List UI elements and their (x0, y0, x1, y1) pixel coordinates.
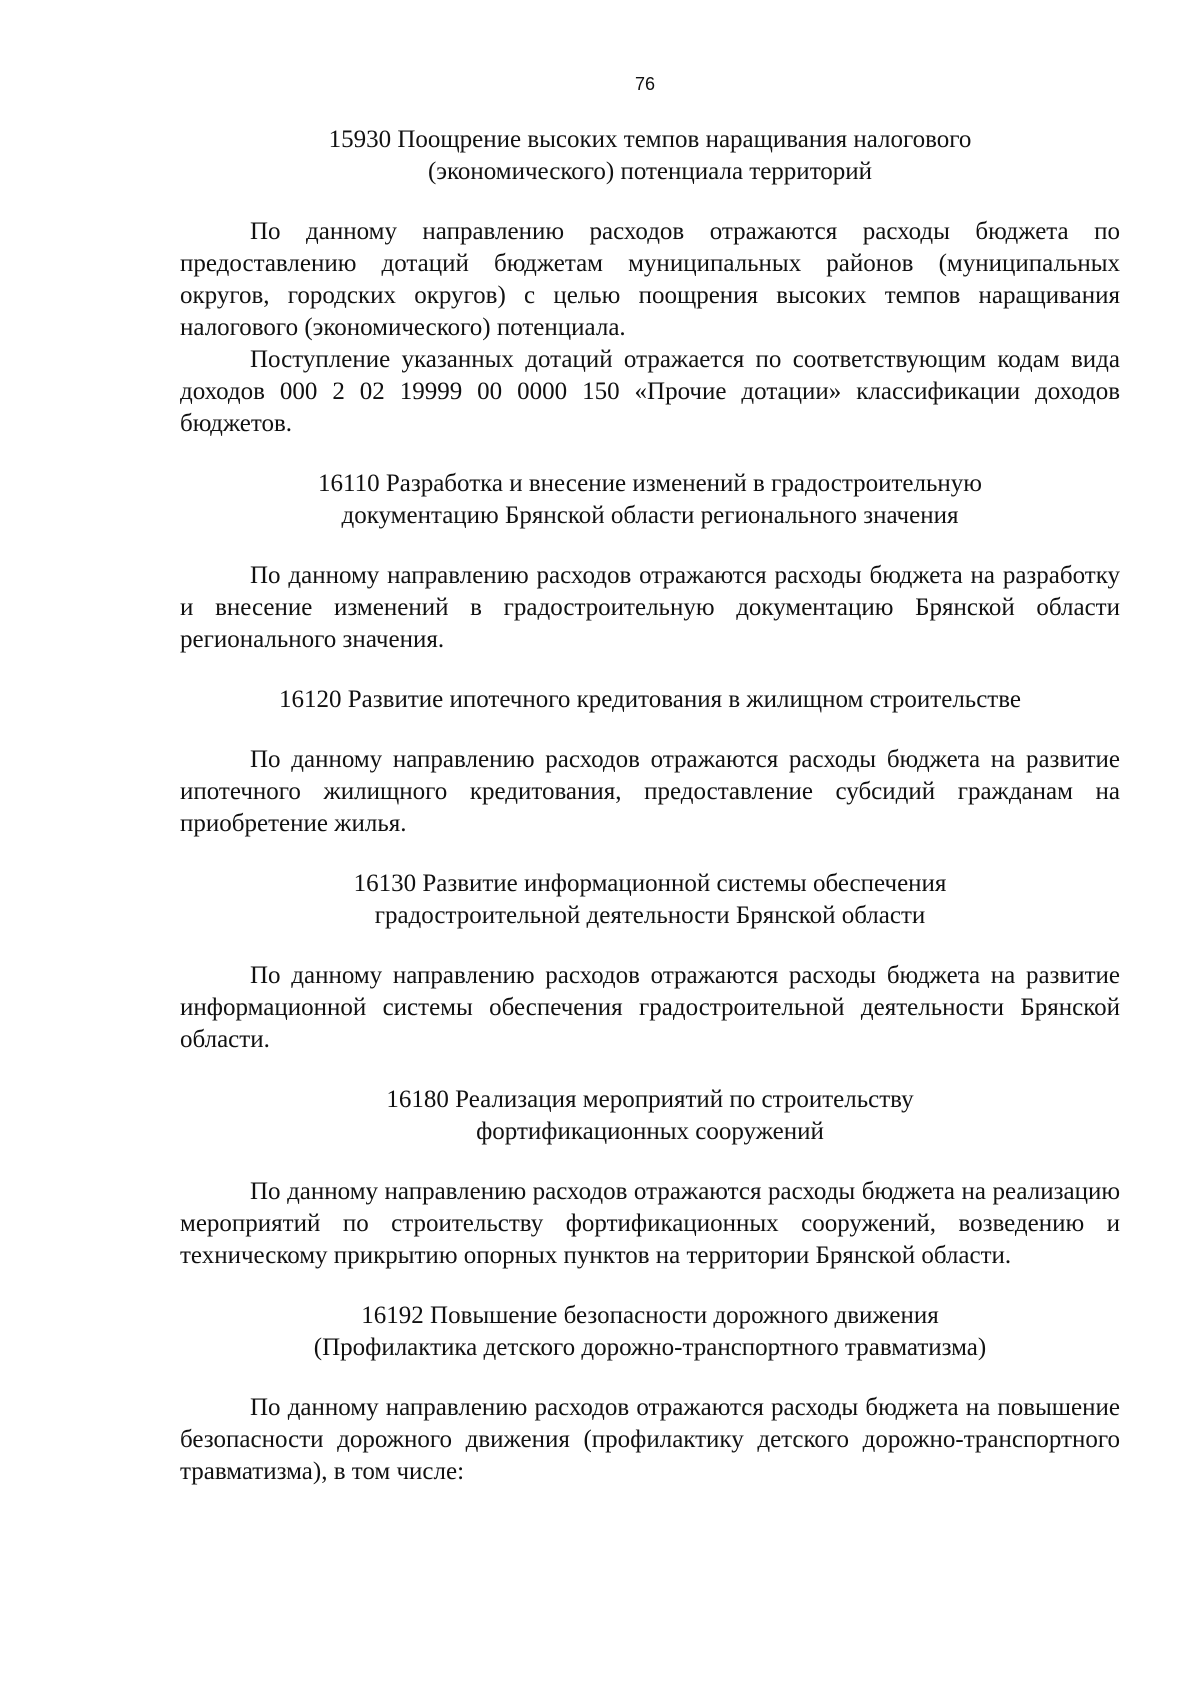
section-heading (180, 124, 1120, 188)
section-16192 (180, 1300, 1120, 1488)
paragraph: По данному направлению расходов отражаются расходы бюджета на развитие ипотечного жилищного кредитования, предоставление субсидий гражданам на приобретение жилья. (180, 746, 1120, 837)
heading-line: 16192 Повышение безопасности дорожного движения (361, 1302, 939, 1329)
section-15930 (180, 124, 1120, 440)
heading-line: (Профилактика детского дорожно-транспортного травматизма) (313, 1334, 987, 1361)
section-heading (180, 684, 1120, 716)
paragraph: По данному направлению расходов отражаются расходы бюджета на развитие информационной системы обеспечения градостроительной деятельности Брянской области. (180, 962, 1120, 1053)
section-heading (180, 1084, 1120, 1148)
heading-line: 16130 Развитие информационной системы обеспечения (353, 870, 947, 897)
heading-line: 16180 Реализация мероприятий по строительству (386, 1086, 914, 1113)
paragraph: Поступление указанных дотаций отражается по соответствующим кодам вида доходов 000 2 02 19999 00 0000 150 «Прочие дотации» классификации доходов бюджетов. (180, 346, 1120, 437)
paragraph: По данному направлению расходов отражаются расходы бюджета по предоставлению дотаций бюджетам муниципальных районов (муниципальных округов, городских округов) с целью поощрения высоких темпов наращивания налогового (экономического) потенциала. (180, 218, 1120, 341)
page-number: 76 (634, 74, 656, 94)
heading-line: (экономического) потенциала территорий (427, 158, 873, 185)
section-16130 (180, 868, 1120, 1056)
heading-line: 16120 Развитие ипотечного кредитования в жилищном строительстве (279, 686, 1021, 713)
paragraph: По данному направлению расходов отражаются расходы бюджета на повышение безопасности дорожного движения (профилактику детского дорожно-транспортного травматизма), в том числе: (180, 1394, 1120, 1485)
heading-line: градостроительной деятельности Брянской области (374, 902, 926, 929)
heading-line: 16110 Разработка и внесение изменений в градостроительную (318, 470, 982, 497)
paragraph: По данному направлению расходов отражаются расходы бюджета на реализацию мероприятий по строительству фортификационных сооружений, возведению и техническому прикрытию опорных пунктов на территории Брянской области. (180, 1178, 1120, 1269)
section-heading (180, 468, 1120, 532)
document-body (180, 124, 1120, 1516)
section-16180 (180, 1084, 1120, 1272)
section-16120 (180, 684, 1120, 840)
heading-line: фортификационных сооружений (476, 1118, 824, 1145)
section-16110 (180, 468, 1120, 656)
heading-line: документацию Брянской области регионального значения (341, 502, 959, 529)
heading-line: 15930 Поощрение высоких темпов наращивания налогового (328, 126, 972, 153)
section-heading (180, 868, 1120, 932)
paragraph: По данному направлению расходов отражаются расходы бюджета на разработку и внесение изменений в градостроительную документацию Брянской области регионального значения. (180, 562, 1120, 653)
section-heading (180, 1300, 1120, 1364)
